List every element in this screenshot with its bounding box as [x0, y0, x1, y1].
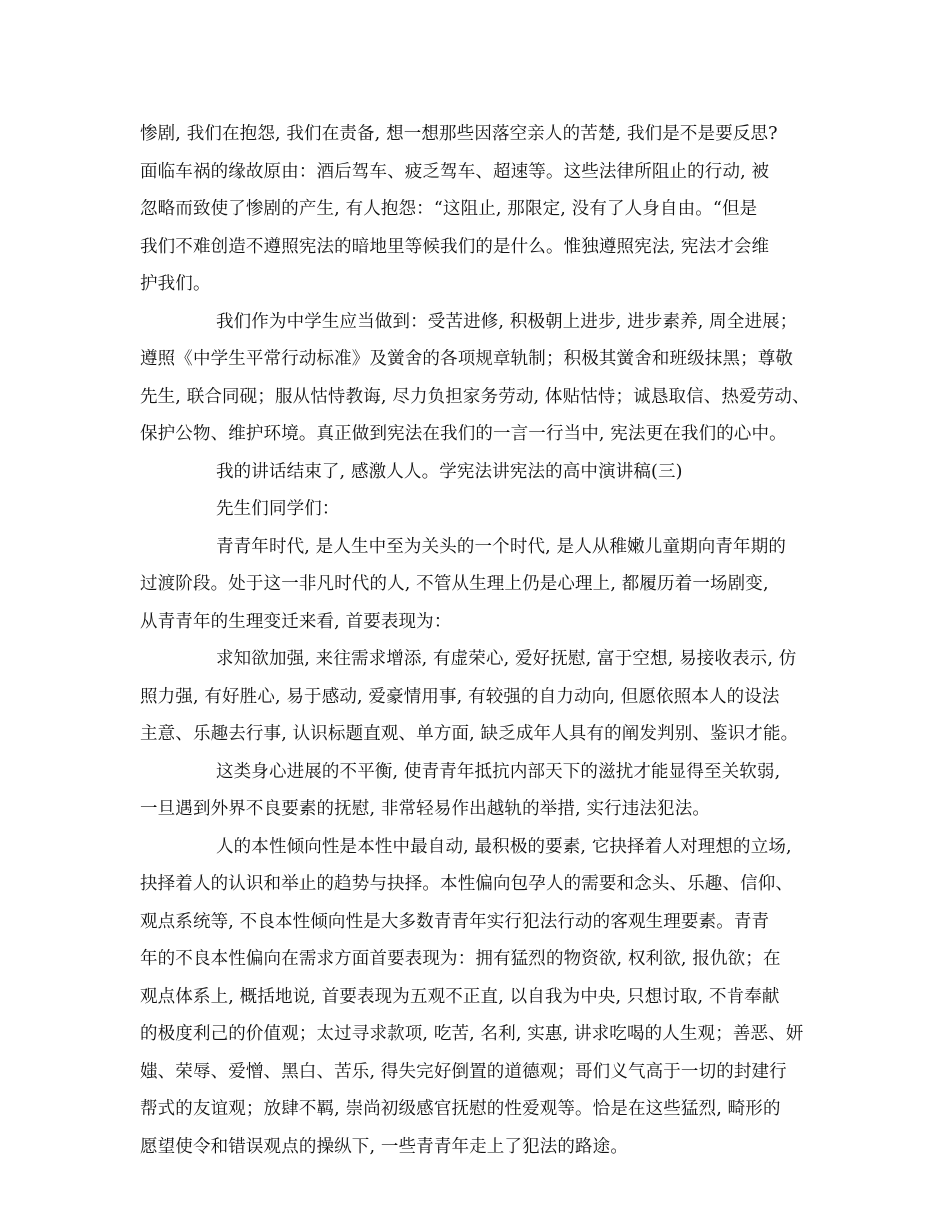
text-line: 面临车祸的缘故原由：酒后驾车、疲乏驾车、超速等。这些法律所阻止的行动, 被 — [140, 161, 770, 182]
text-line: 我们不难创造不遵照宪法的暗地里等候我们的是什么。惟独遵照宪法, 宪法才会维 — [140, 236, 770, 257]
text-line: 我的讲话结束了, 感激人人。学宪法讲宪法的高中演讲稿(三) — [216, 461, 683, 482]
text-line: 愿望使令和错误观点的操纵下, 一些青青年走上了犯法的路途。 — [140, 1136, 628, 1157]
text-line: 过渡阶段。处于这一非凡时代的人, 不管从生理上仍是心理上, 都履历着一场剧变, — [140, 574, 769, 594]
text-line: 先生, 联合同砚；服从怙恃教诲, 尽力负担家务劳动, 体贴怙恃；诚恳取信、热爱劳动、 — [140, 386, 810, 407]
text-line: 年的不良本性偏向在需求方面首要表现为：拥有猛烈的物资欲, 权利欲, 报仇欲；在 — [140, 949, 781, 969]
text-line: 这类身心进展的不平衡, 使青青年抵抗内部天下的滋扰才能显得至关软弱, — [216, 761, 781, 782]
text-line: 求知欲加强, 来往需求增添, 有虚荣心, 爱好抚慰, 富于空想, 易接收表示, 仿 — [216, 649, 797, 669]
text-line: 保护公物、维护环境。真正做到宪法在我们的一言一行当中, 宪法更在我们的心中。 — [140, 424, 787, 444]
text-line: 先生们同学们： — [216, 499, 340, 519]
text-line: 的极度利己的价值观；太过寻求款项, 吃苦, 名利, 实惠, 讲求吃喝的人生观；善恶、妍 — [140, 1024, 804, 1044]
text-line: 青青年时代, 是人生中至为关头的一个时代, 是人从稚嫩儿童期向青年期的 — [216, 536, 786, 557]
text-line: 遵照《中学生平常行动标准》及黉舍的各项规章轨制；积极其黉舍和班级抹黑；尊敬 — [140, 349, 794, 369]
text-line: 忽略而致使了惨剧的产生, 有人抱怨：“这阻止, 那限定, 没有了人身自由。“但是 — [140, 199, 758, 219]
text-line: 从青青年的生理变迁来看, 首要表现为： — [140, 611, 452, 632]
text-line: 人的本性倾向性是本性中最自动, 最积极的要素, 它抉择着人对理想的立场, — [216, 836, 792, 857]
text-line: 主意、乐趣去行事, 认识标题直观、单方面, 缺乏成年人具有的阐发判别、鉴识才能。 — [140, 724, 799, 744]
text-line: 一旦遇到外界不良要素的抚慰, 非常轻易作出越轨的举措, 实行违法犯法。 — [140, 799, 710, 819]
text-line: 护我们。 — [140, 274, 211, 294]
text-line: 观点系统等, 不良本性倾向性是大多数青青年实行犯法行动的客观生理要素。青青 — [140, 911, 770, 932]
text-line: 帮式的友谊观；放肆不羁, 崇尚初级感官抚慰的性爱观等。恰是在这些猛烈, 畸形的 — [140, 1099, 781, 1119]
text-line: 抉择着人的认识和举止的趋势与抉择。本性偏向包孕人的需要和念头、乐趣、信仰、 — [140, 874, 794, 894]
text-line: 我们作为中学生应当做到：受苦进修, 积极朝上进步, 进步素养, 周全进展； — [216, 311, 798, 332]
document-page — [140, 116, 820, 1166]
text-line: 照力强, 有好胜心, 易于感动, 爱豪情用事, 有较强的自力动向, 但愿依照本人的设法 — [140, 686, 780, 707]
text-line: 观点体系上, 概括地说, 首要表现为五观不正直, 以自我为中央, 只想讨取, 不肯奉献 — [140, 986, 780, 1007]
text-line: 惨剧, 我们在抱怨, 我们在责备, 想一想那些因落空亲人的苦楚, 我们是不是要反思? — [140, 124, 778, 144]
text-line: 媸、荣辱、爱憎、黑白、苦乐, 得失完好倒置的道德观；哥们义气高于一切的封建行 — [140, 1061, 787, 1082]
